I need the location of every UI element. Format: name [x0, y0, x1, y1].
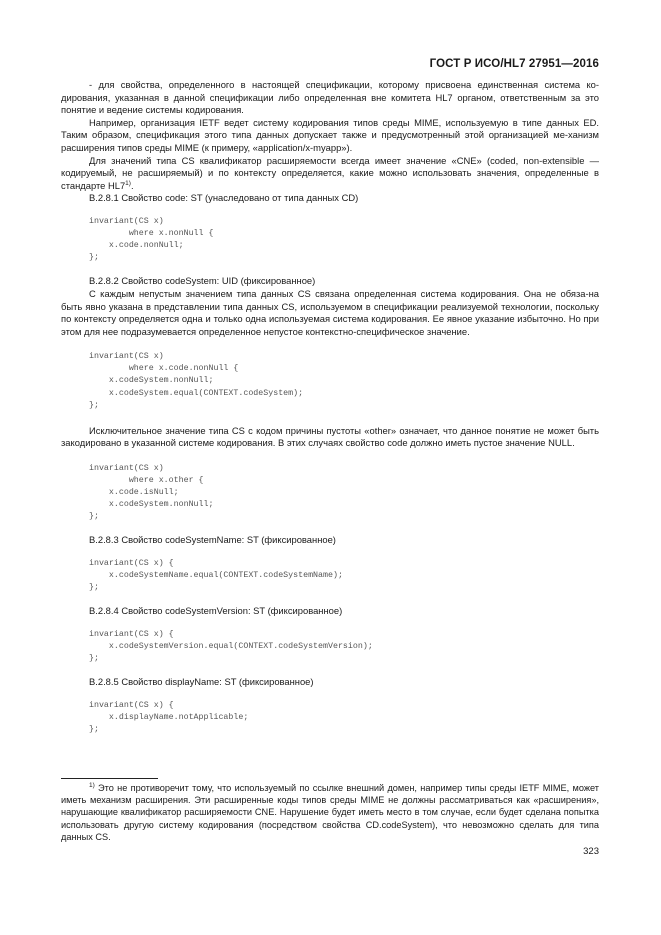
code-block: invariant(CS x) { x.codeSystemVersion.equal(CONTEXT.codeSystemVersion); };	[89, 629, 373, 664]
paragraph-text: Для значений типа CS квалификатор расширяемости всегда имеет значение «CNE» (coded, non-extensible — кодируемый, не расширяемый) и по контексту определяется, какие можно использовать значения, определенные в стандарте HL7	[61, 154, 599, 191]
footnote-ref: 1)	[125, 179, 131, 187]
footnote-text: Это не противоречит тому, что используемый по ссылке внешний домен, например типы среды IETF MIME, может иметь механизм расширения. Эти расширенные коды типов среды MIME не должны рассматриваться как «расширения», нарушающие квалификатор расширяемости CNE. Нарушение будет иметь место в том случае, если будет сделана попытка использовать другую систему кодирования (посредством свойства CD.codeSystem), что невозможно сделать для типа данных CS.	[61, 783, 599, 842]
page-number: 323	[583, 846, 599, 857]
paragraph	[61, 155, 599, 193]
paragraph-text: .	[130, 179, 134, 191]
section-heading: B.2.8.4 Свойство codeSystemVersion: ST (фиксированное)	[89, 605, 343, 617]
code-block: invariant(CS x) where x.other { x.code.isNull; x.codeSystem.nonNull; };	[89, 463, 214, 522]
footnote-divider	[61, 778, 158, 779]
footnote	[61, 782, 599, 843]
paragraph: Например, организация IETF ведет систему кодирования типов среды MIME, используемую в типе данных ED. Таким образом, спецификация этого типа данных допускает также и предусмотренный этой организацией ме-ханизм расширения типов среды MIME (к примеру, «application/x-myapp»).	[61, 116, 599, 153]
section-heading: B.2.8.3 Свойство codeSystemName: ST (фиксированное)	[89, 534, 336, 546]
paragraph: Исключительное значение типа CS с кодом причины пустоты «other» означает, что данное понятие не может быть закодировано в указанной системе кодирования. В этих случаях свойство code должно иметь пустое значение NULL.	[61, 424, 599, 449]
section-heading: B.2.8.2 Свойство codeSystem: UID (фиксированное)	[89, 275, 316, 287]
paragraph: - для свойства, определенного в настоящей спецификации, которому присвоена единственная система ко-дирования, указанная в данной спецификации либо определенная вне комитета HL7 органом, ответственным за это понятие и ведение системы кодирования.	[61, 79, 599, 116]
code-block: invariant(CS x) { x.codeSystemName.equal(CONTEXT.codeSystemName); };	[89, 559, 343, 593]
section-heading: B.2.8.5 Свойство displayName: ST (фиксированное)	[89, 676, 314, 688]
paragraph: С каждым непустым значением типа данных CS связана определенная система кодирования. Она не обяза-на быть явно указана в представлении типа данных CS, используемом в спецификации реализуемой технологии, поскольку по контексту определяется одна и только одна используемая система кодирования. Ее явное указание избыточно. Но при этом для нее подразумевается определенное непустое контекстно-специфическое значение.	[61, 287, 599, 337]
section-heading: B.2.8.1 Свойство code: ST (унаследовано от типа данных CD)	[89, 192, 359, 204]
page-body	[61, 79, 599, 736]
footnote-marker: 1)	[89, 782, 95, 789]
code-block: invariant(CS x) where x.nonNull { x.code.nonNull; };	[89, 216, 214, 263]
code-block: invariant(CS x) where x.code.nonNull { x.codeSystem.nonNull; x.codeSystem.equal(CONTEXT.codeSystem); };	[89, 352, 304, 410]
code-block: invariant(CS x) { x.displayName.notApplicable; };	[89, 700, 249, 734]
document-header: ГОСТ Р ИСО/HL7 27951—2016	[429, 58, 599, 70]
